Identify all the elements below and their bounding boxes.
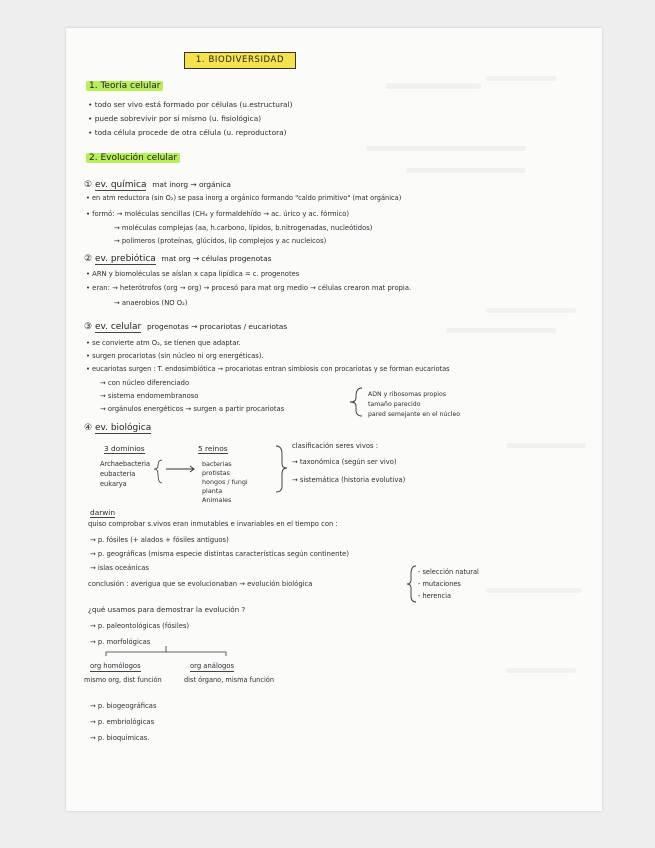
darwin-label: darwin (90, 508, 116, 517)
celular-brace-line: pared semejante en el núcleo (368, 411, 461, 418)
prebiotica-line: • eran: → heterótrofos (org → org) → procesó para mat org medio → células crearon mat propia. (86, 284, 412, 292)
homologos-desc: mismo org, dist función (84, 676, 162, 684)
clasificacion-header: clasificación seres vivos : (292, 442, 378, 450)
brace-celular (350, 388, 362, 416)
quimica-line: • formó: → moléculas sencillas (CH₄ y formaldehído → ac. úrico y ac. fórmico) (86, 210, 350, 218)
teoria-line: • toda célula procede de otra célula (u. reproductora) (88, 128, 287, 137)
subheading-quimica: ① ev. química mat inorg → orgánica (84, 180, 231, 190)
mecanismo-item: - selección natural (418, 568, 479, 576)
celular-line: • se convierte atm O₂, se tienen que adaptar. (86, 339, 241, 347)
reino-item: bacterias (202, 460, 232, 468)
quimica-line: • en atm reductora (sin O₂) se pasa inorg a orgánico formando "caldo primitivo" (mat orgánica) (86, 194, 402, 202)
subheading-celular: ③ ev. celular progenotas → procariotas / eucariotas (84, 322, 288, 332)
subheading-prebiotica: ② ev. prebiótica mat org → células progenotas (84, 254, 272, 264)
section-heading-evolucion: 2. Evolución celular (86, 154, 180, 163)
reino-item: Animales (202, 496, 232, 504)
prueba-item: → p. morfológicas (90, 638, 151, 646)
reino-item: protistas (202, 469, 230, 477)
question-line: ¿qué usamos para demostrar la evolución ? (88, 605, 246, 614)
page-title: 1. BIODIVERSIDAD (195, 55, 285, 65)
dominios-header: 3 dominios (104, 444, 145, 453)
section-heading-teoria: 1. Teoría celular (86, 82, 163, 91)
quimica-line: → moléculas complejas (aa, h.carbono, lípidos, b.nitrogenadas, nucleótidos) (114, 224, 373, 232)
clasificacion-item: → sistemática (historia evolutiva) (292, 476, 406, 484)
analogos-desc: dist órgano, misma función (184, 676, 274, 684)
bracket-morfologicas (106, 652, 226, 656)
brace-clasificacion (276, 446, 287, 492)
celular-line: → sistema endomembranoso (100, 392, 199, 400)
otra-prueba-item: → p. bioquímicas. (90, 734, 150, 742)
reino-item: hongos / fungi (202, 478, 248, 486)
brace-mecanismos (407, 566, 416, 602)
prebiotica-line: • ARN y biomoléculas se aíslan x capa lipídica = c. progenotes (86, 270, 300, 278)
brace-dominios (154, 460, 162, 483)
clasificacion-item: → taxonómica (según ser vivo) (292, 458, 397, 466)
mecanismo-item: - mutaciones (418, 580, 461, 588)
prueba-item: → p. paleontológicas (fósiles) (90, 622, 190, 630)
dominio-item: eubacteria (100, 470, 136, 478)
handwritten-marks (66, 28, 602, 811)
darwin-line: quiso comprobar s.vivos eran inmutables e invariables en el tiempo con : (88, 520, 338, 528)
mecanismo-item: - herencia (418, 592, 452, 600)
notebook-page (66, 28, 602, 811)
dominio-item: Archaebacteria (100, 460, 151, 468)
otra-prueba-item: → p. biogeográficas (90, 702, 157, 710)
dominio-item: eukarya (100, 480, 127, 488)
celular-line: • surgen procariotas (sin núcleo ni org energéticas). (86, 352, 264, 360)
reino-item: planta (202, 487, 223, 495)
evidencia-item: → p. fósiles (+ alados + fósiles antiguos) (90, 536, 229, 544)
reinos-header: 5 reinos (198, 444, 228, 453)
quimica-line: → polímeros (proteínas, glúcidos, lip complejos y ac nucleicos) (114, 237, 327, 245)
evidencia-item: → islas oceánicas (90, 564, 149, 572)
evidencia-item: → p. geográficas (misma especie distintas características según continente) (90, 550, 349, 558)
celular-brace-line: ADN y ribosomas propios (368, 391, 446, 398)
prebiotica-line: → anaerobios (NO O₂) (114, 299, 188, 307)
conclusion-line: conclusión : averigua que se evolucionaban → evolución biológica (88, 580, 313, 588)
celular-line: • eucariotas surgen : T. endosimbiótica → procariotas entran simbiosis con procariotas y se forman eucariotas (86, 365, 450, 373)
celular-line: → orgánulos energéticos → surgen a partir procariotas (100, 405, 285, 413)
analogos-label: org análogos (190, 662, 235, 670)
homologos-label: org homólogos (90, 662, 141, 670)
teoria-line: • todo ser vivo está formado por células (u.estructural) (88, 100, 293, 109)
subheading-biologica: ④ ev. biológica (84, 423, 152, 433)
otra-prueba-item: → p. embriológicas (90, 718, 155, 726)
celular-brace-line: tamaño parecido (368, 401, 421, 408)
teoria-line: • puede sobrevivir por sí mismo (u. fisiológica) (88, 114, 262, 123)
celular-line: → con núcleo diferenciado (100, 379, 190, 387)
